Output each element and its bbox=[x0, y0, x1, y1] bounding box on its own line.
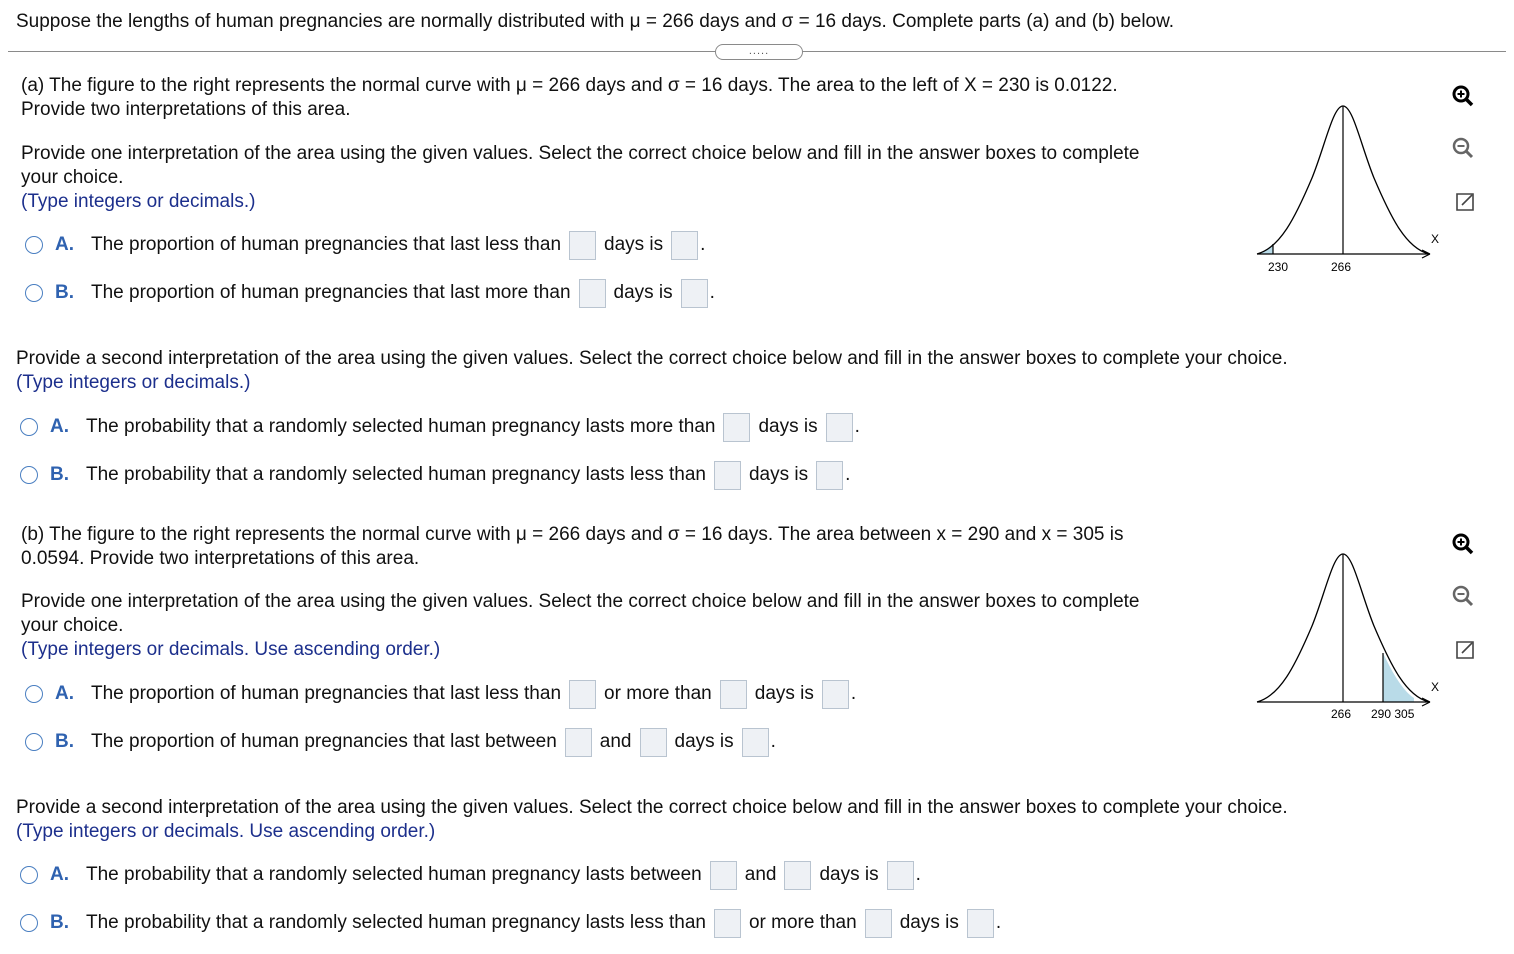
choice-text: and bbox=[599, 731, 632, 752]
part-b-first-choice-a[interactable] bbox=[25, 679, 856, 709]
answer-box[interactable] bbox=[887, 861, 914, 890]
choice-text: The probability that a randomly selected human pregnancy lasts less than bbox=[86, 912, 706, 933]
expand-button[interactable]: ..... bbox=[715, 44, 803, 60]
answer-box[interactable] bbox=[714, 909, 741, 938]
part-b-first-hint: (Type integers or decimals. Use ascending order.) bbox=[21, 639, 441, 660]
part-b-first-prompt-1: Provide one interpretation of the area using the given values. Select the correct choice below and fill in the answer boxes to complete bbox=[21, 591, 1140, 612]
radio-button[interactable] bbox=[20, 866, 38, 884]
radio-button[interactable] bbox=[20, 914, 38, 932]
period: . bbox=[709, 282, 715, 303]
popout-button-a[interactable] bbox=[1452, 189, 1478, 215]
choice-letter: B. bbox=[55, 282, 74, 303]
tick-label-266: 266 bbox=[1331, 707, 1352, 721]
part-a-first-prompt-2: your choice. bbox=[21, 167, 124, 188]
answer-box[interactable] bbox=[720, 680, 747, 709]
answer-box[interactable] bbox=[967, 909, 994, 938]
radio-button[interactable] bbox=[25, 733, 43, 751]
zoom-in-icon bbox=[1451, 84, 1475, 108]
choice-text: The proportion of human pregnancies that last more than bbox=[91, 282, 571, 303]
answer-box[interactable] bbox=[569, 680, 596, 709]
part-b-second-prompt: Provide a second interpretation of the area using the given values. Select the correct choice below and fill in the answer boxes to complete your choice. bbox=[16, 797, 1288, 818]
answer-box[interactable] bbox=[742, 728, 769, 757]
choice-letter: B. bbox=[50, 912, 69, 933]
choice-text: days is bbox=[674, 731, 734, 752]
period: . bbox=[995, 912, 1002, 933]
answer-box[interactable] bbox=[723, 413, 750, 442]
axis-label-x: X bbox=[1431, 680, 1440, 694]
radio-button[interactable] bbox=[20, 466, 38, 484]
answer-box[interactable] bbox=[822, 680, 849, 709]
popout-icon bbox=[1454, 191, 1476, 213]
choice-text: days is bbox=[748, 464, 809, 485]
choice-text: The proportion of human pregnancies that last between bbox=[91, 731, 557, 752]
zoom-out-icon bbox=[1451, 584, 1475, 608]
zoom-in-button-b[interactable] bbox=[1450, 531, 1476, 557]
axis-label-x: X bbox=[1431, 232, 1440, 246]
part-a-intro-2: Provide two interpretations of this area. bbox=[21, 99, 351, 120]
period: . bbox=[854, 416, 860, 437]
choice-text: days is bbox=[819, 864, 879, 885]
part-a-normal-curve-figure bbox=[1250, 98, 1450, 278]
answer-box[interactable] bbox=[714, 461, 741, 490]
part-b-first-prompt-2: your choice. bbox=[21, 615, 124, 636]
choice-text: or more than bbox=[748, 912, 857, 933]
tick-label-230: 230 bbox=[1268, 260, 1289, 274]
period: . bbox=[850, 683, 857, 704]
choice-letter: A. bbox=[55, 683, 74, 704]
zoom-in-icon bbox=[1451, 532, 1475, 556]
part-a-intro-1: (a) The figure to the right represents the normal curve with μ = 266 days and σ = 16 days. The area to the left of X = 230 is 0.0122. bbox=[21, 75, 1118, 96]
part-a-first-choice-a[interactable] bbox=[25, 230, 705, 260]
part-b-normal-curve-figure bbox=[1250, 546, 1450, 726]
radio-button[interactable] bbox=[25, 236, 43, 254]
choice-text: The proportion of human pregnancies that last less than bbox=[91, 234, 562, 255]
left-tail-shade bbox=[1257, 244, 1273, 254]
choice-text: days is bbox=[754, 683, 814, 704]
choice-letter: A. bbox=[50, 416, 69, 437]
zoom-out-button-a[interactable] bbox=[1450, 135, 1476, 161]
part-b-second-hint: (Type integers or decimals. Use ascending order.) bbox=[16, 821, 436, 842]
period: . bbox=[845, 464, 851, 485]
answer-box[interactable] bbox=[816, 461, 843, 490]
answer-box[interactable] bbox=[826, 413, 853, 442]
choice-letter: A. bbox=[55, 234, 74, 255]
part-a-first-choice-b[interactable] bbox=[25, 278, 715, 308]
choice-text: The probability that a randomly selected human pregnancy lasts less than bbox=[86, 464, 706, 485]
period: . bbox=[700, 234, 706, 255]
part-a-second-choice-b[interactable] bbox=[20, 460, 850, 490]
tick-label-290-305: 290 305 bbox=[1371, 707, 1415, 721]
answer-box[interactable] bbox=[671, 231, 698, 260]
radio-button[interactable] bbox=[25, 685, 43, 703]
radio-button[interactable] bbox=[20, 418, 38, 436]
choice-text: and bbox=[744, 864, 777, 885]
part-b-second-choice-a[interactable] bbox=[20, 860, 921, 890]
choice-letter: B. bbox=[50, 464, 69, 485]
answer-box[interactable] bbox=[569, 231, 596, 260]
choice-letter: B. bbox=[55, 731, 74, 752]
choice-text: days is bbox=[899, 912, 959, 933]
answer-box[interactable] bbox=[865, 909, 892, 938]
choice-text: The probability that a randomly selected human pregnancy lasts more than bbox=[86, 416, 716, 437]
answer-box[interactable] bbox=[681, 279, 708, 308]
choice-text: or more than bbox=[604, 683, 712, 704]
answer-box[interactable] bbox=[784, 861, 811, 890]
part-a-second-prompt: Provide a second interpretation of the area using the given values. Select the correct choice below and fill in the answer boxes to complete your choice. bbox=[16, 348, 1288, 369]
x-axis-arrow-lower bbox=[1422, 254, 1430, 258]
choice-text: The probability that a randomly selected human pregnancy lasts between bbox=[86, 864, 702, 885]
answer-box[interactable] bbox=[565, 728, 592, 757]
period: . bbox=[770, 731, 776, 752]
zoom-out-button-b[interactable] bbox=[1450, 583, 1476, 609]
answer-box[interactable] bbox=[640, 728, 667, 757]
part-a-second-choice-a[interactable] bbox=[20, 412, 860, 442]
radio-button[interactable] bbox=[25, 284, 43, 302]
right-tail-shade bbox=[1383, 653, 1414, 702]
popout-icon bbox=[1454, 639, 1476, 661]
choice-text: days is bbox=[613, 282, 673, 303]
part-b-intro-1: (b) The figure to the right represents the normal curve with μ = 266 days and σ = 16 days. The area between x = 290 and x = 305 is bbox=[21, 524, 1124, 545]
period: . bbox=[915, 864, 921, 885]
choice-text: days is bbox=[604, 234, 664, 255]
tick-label-266: 266 bbox=[1331, 260, 1352, 274]
part-b-first-choice-b[interactable] bbox=[25, 727, 776, 757]
part-a-second-hint: (Type integers or decimals.) bbox=[16, 372, 251, 393]
part-a-first-prompt-1: Provide one interpretation of the area using the given values. Select the correct choice below and fill in the answer boxes to complete bbox=[21, 143, 1140, 164]
part-b-intro-2: 0.0594. Provide two interpretations of this area. bbox=[21, 548, 420, 569]
choice-letter: A. bbox=[50, 864, 69, 885]
part-a-first-hint: (Type integers or decimals.) bbox=[21, 191, 256, 212]
question-text: Suppose the lengths of human pregnancies are normally distributed with μ = 266 days and σ = 16 days. Complete parts (a) and (b) below. bbox=[16, 11, 1175, 32]
answer-box[interactable] bbox=[710, 861, 737, 890]
popout-button-b[interactable] bbox=[1452, 637, 1478, 663]
choice-text: The proportion of human pregnancies that last less than bbox=[91, 683, 562, 704]
answer-box[interactable] bbox=[579, 279, 606, 308]
choice-text: days is bbox=[758, 416, 818, 437]
zoom-in-button-a[interactable] bbox=[1450, 83, 1476, 109]
part-b-second-choice-b[interactable] bbox=[20, 908, 1001, 938]
zoom-out-icon bbox=[1451, 136, 1475, 160]
